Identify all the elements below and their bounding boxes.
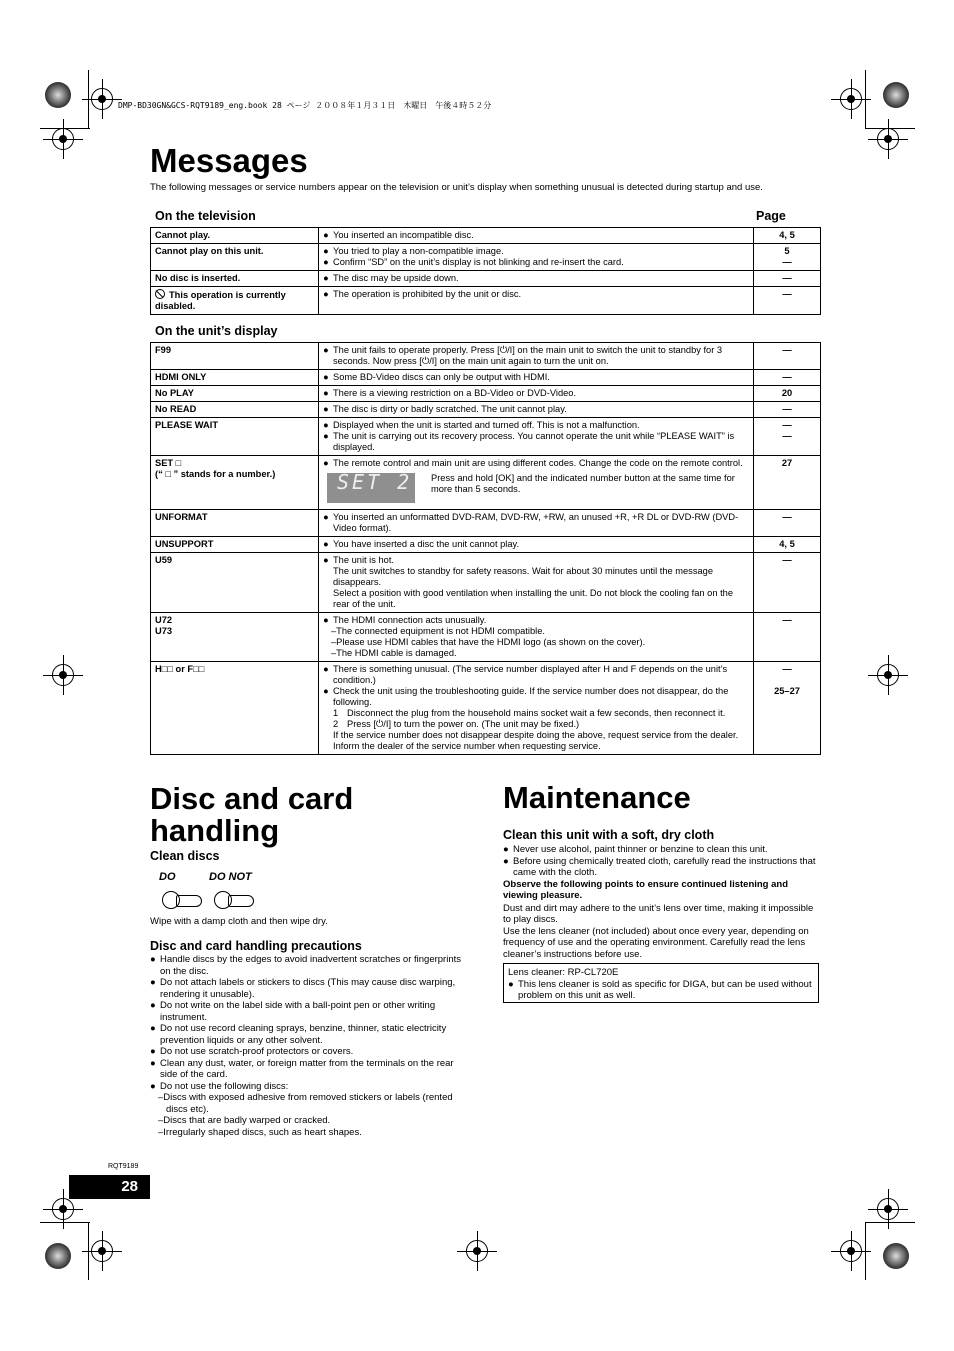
page-ref: 25–27 bbox=[774, 686, 800, 696]
list-item: ● Do not use record cleaning sprays, benzine, thinner, static electricity prevention liquids or any other solvent. bbox=[150, 1023, 447, 1046]
message-desc: You inserted an unformatted DVD-RAM, DVD-RW, +RW, an unused +R, +R DL or DVD-RW (DVD-Video format). bbox=[333, 512, 739, 533]
tv-heading: On the television bbox=[155, 209, 256, 223]
message-desc: You have inserted a disc the unit cannot play. bbox=[333, 539, 520, 549]
message-name: No PLAY bbox=[151, 386, 319, 402]
messages-title: Messages bbox=[150, 142, 308, 179]
message-desc: The operation is prohibited by the unit or disc. bbox=[333, 289, 522, 299]
table-row: F99 ● The unit fails to operate properly. Press [⏻/I] on the main unit to switch the unit to standby for 3 seconds. Now press [⏻/I] on the main unit again to turn the unit on. — bbox=[151, 343, 821, 370]
step-number: 2 bbox=[333, 719, 339, 729]
paragraph: Dust and dirt may adhere to the unit’s lens over time, making it impossible to play discs. bbox=[503, 902, 814, 925]
message-desc: The disc is dirty or badly scratched. The unit cannot play. bbox=[333, 404, 567, 414]
page-ref: — bbox=[782, 257, 792, 267]
table-row: H□□ or F□□ ● There is something unusual. (The service number displayed after H and F depends on the unit’s condition.) ● Check the unit using the troubleshooting guide. If the service number does not disappear, do the following. 1 Disconnect the plug from the household mains socket wait a few seconds, then reconnect it. 2 Press [⏻/I] to turn the power on. (The unit may be fixed.) If the service number does not disappear despite doing the above, request service from the dealer. Inform the dealer of the service number when requesting service. — 25–27 bbox=[151, 662, 821, 755]
page-ref: — bbox=[754, 271, 821, 287]
table-row: U72 U73 ● The HDMI connection acts unusually. –The connected equipment is not HDMI compatible. –Please use HDMI cables that have the HDMI logo (as shown on the cover). –The HDMI cable is damaged. — bbox=[151, 613, 821, 662]
message-desc: Displayed when the unit is started and turned off. This is not a malfunction. bbox=[333, 420, 640, 430]
disc-title: Disc and card handling bbox=[150, 781, 354, 848]
page-ref: — bbox=[782, 664, 792, 674]
table-row: HDMI ONLY ● Some BD-Video discs can only be output with HDMI. — bbox=[151, 370, 821, 386]
list-item: –Irregularly shaped discs, such as heart shapes. bbox=[158, 1126, 362, 1138]
wipe-radially-icon bbox=[162, 888, 206, 910]
list-item: –Discs with exposed adhesive from removed stickers or labels (rented discs etc). bbox=[158, 1092, 453, 1115]
do-not-label: DO NOT bbox=[209, 871, 252, 883]
list-item: –Discs that are badly warped or cracked. bbox=[158, 1115, 331, 1126]
message-desc: Check the unit using the troubleshooting guide. If the service number does not disappear, do the following. bbox=[333, 686, 729, 707]
message-desc: Press [⏻/I] to turn the power on. (The unit may be fixed.) bbox=[347, 719, 580, 729]
page-number-box bbox=[69, 1175, 150, 1199]
table-row: UNFORMAT ● You inserted an unformatted DVD-RAM, DVD-RW, +RW, an unused +R, +R DL or DVD-RW (DVD-Video format). — bbox=[151, 510, 821, 537]
message-desc: The HDMI connection acts unusually. bbox=[333, 615, 487, 625]
wipe-circular-icon bbox=[214, 888, 258, 910]
message-name: This operation is currently disabled. bbox=[155, 290, 286, 311]
step-number: 1 bbox=[333, 708, 339, 718]
table-row: SET □ (“ □ ” stands for a number.) ● The remote control and main unit are using different codes. Change the code on the remote control. SET 2 Press and hold [OK] and the indicated number button at the same time for more than 5 seconds. 27 bbox=[151, 456, 821, 510]
file-stamp: DMP-BD30GN&GCS-RQT9189_eng.book 28 ページ ２００８年１月３１日 木曜日 午後４時５２分 bbox=[118, 101, 492, 110]
page-ref: 5 bbox=[784, 246, 790, 256]
message-name: UNFORMAT bbox=[151, 510, 319, 537]
precautions-list bbox=[150, 954, 468, 1138]
page-ref: 27 bbox=[754, 456, 821, 510]
message-desc: The unit is hot. bbox=[333, 555, 394, 565]
doc-code: RQT9189 bbox=[108, 1163, 139, 1170]
list-item: ● Do not attach labels or stickers to discs (This may cause disc warping, rendering it unusable). bbox=[150, 977, 456, 1000]
message-desc: You tried to play a non-compatible image. bbox=[333, 246, 504, 256]
list-item: ● Handle discs by the edges to avoid inadvertent scratches or fingerprints on the disc. bbox=[150, 954, 461, 977]
maintenance-text bbox=[503, 844, 821, 960]
message-desc: Confirm “SD” on the unit’s display is not blinking and re-insert the card. bbox=[333, 257, 624, 267]
page-ref: — bbox=[754, 343, 821, 370]
page-ref: — bbox=[782, 431, 792, 441]
message-desc: The unit switches to standby for safety reasons. Wait for about 30 minutes until the message disappears. bbox=[333, 566, 713, 587]
message-name: U59 bbox=[151, 553, 319, 613]
list-item: ● Do not use the following discs: bbox=[150, 1080, 289, 1092]
list-item: ● Do not use scratch-proof protectors or covers. bbox=[150, 1046, 354, 1057]
bold-note: Observe the following points to ensure continued listening and viewing pleasure. bbox=[503, 878, 789, 901]
lens-cleaner-box: Lens cleaner: RP-CL720E ● This lens cleaner is sold as specific for DIGA, but can be used without problem on this unit as well. bbox=[503, 963, 819, 1003]
message-name: U72 bbox=[155, 615, 173, 625]
message-name: H□□ or F□□ bbox=[151, 662, 319, 755]
page-ref: — bbox=[754, 287, 821, 315]
page-ref: — bbox=[754, 370, 821, 386]
list-item: ● Never use alcohol, paint thinner or benzine to clean this unit. bbox=[503, 844, 768, 855]
lens-cleaner-title: Lens cleaner: RP-CL720E bbox=[508, 967, 619, 978]
messages-intro: The following messages or service numbers appear on the television or unit’s display when something unusual is detected during startup and use. bbox=[150, 182, 763, 193]
table-row: This operation is currently disabled. ● The operation is prohibited by the unit or disc. — bbox=[151, 287, 821, 315]
paragraph: Use the lens cleaner (not included) about once every year, depending on frequency of use and the operating environment. Carefully read the lens cleaner’s instructions before use. bbox=[503, 925, 809, 960]
unit-messages-table bbox=[150, 342, 821, 755]
table-row: PLEASE WAIT ● Displayed when the unit is started and turned off. This is not a malfunction. ● The unit is carrying out its recovery process. You cannot operate the unit while “PLEASE WAIT” is displayed. — — bbox=[151, 418, 821, 456]
lcd-display-image: SET 2 bbox=[327, 473, 415, 503]
table-row: UNSUPPORT ● You have inserted a disc the unit cannot play. 4, 5 bbox=[151, 537, 821, 553]
wipe-text: Wipe with a damp cloth and then wipe dry. bbox=[150, 916, 328, 927]
table-row: No PLAY ● There is a viewing restriction on a BD-Video or DVD-Video. 20 bbox=[151, 386, 821, 402]
page-ref: — bbox=[754, 402, 821, 418]
message-desc: You inserted an incompatible disc. bbox=[333, 230, 474, 240]
table-row: Cannot play. ● You inserted an incompatible disc. 4, 5 bbox=[151, 228, 821, 244]
message-desc: Select a position with good ventilation when installing the unit. Do not block the cooling fan on the rear of the unit. bbox=[333, 588, 734, 609]
message-name: Cannot play on this unit. bbox=[151, 244, 319, 271]
table-row: No disc is inserted. ● The disc may be upside down. — bbox=[151, 271, 821, 287]
message-desc: The connected equipment is not HDMI compatible. bbox=[336, 626, 545, 636]
table-row: Cannot play on this unit. ● You tried to play a non-compatible image. ● Confirm “SD” on the unit’s display is not blinking and re-insert the card. 5 — bbox=[151, 244, 821, 271]
message-desc: There is a viewing restriction on a BD-Video or DVD-Video. bbox=[333, 388, 577, 398]
page-ref: — bbox=[754, 553, 821, 613]
page-ref: 4, 5 bbox=[754, 537, 821, 553]
message-desc: There is something unusual. (The service number displayed after H and F depends on the unit’s condition.) bbox=[333, 664, 728, 685]
message-name: No disc is inserted. bbox=[151, 271, 319, 287]
page-heading: Page bbox=[756, 209, 786, 223]
message-note: (“ □ ” stands for a number.) bbox=[155, 469, 276, 479]
maintenance-title: Maintenance bbox=[503, 780, 691, 815]
clean-discs-heading: Clean discs bbox=[150, 849, 220, 863]
message-name: SET □ bbox=[155, 458, 182, 468]
clean-unit-heading: Clean this unit with a soft, dry cloth bbox=[503, 828, 715, 842]
message-desc: Please use HDMI cables that have the HDMI logo (as shown on the cover). bbox=[336, 637, 646, 647]
list-item: ● Before using chemically treated cloth, carefully read the instructions that came with the cloth. bbox=[503, 855, 816, 878]
table-row: No READ ● The disc is dirty or badly scratched. The unit cannot play. — bbox=[151, 402, 821, 418]
page-ref: — bbox=[754, 510, 821, 537]
page-number: 28 bbox=[121, 1178, 138, 1195]
do-label: DO bbox=[159, 871, 176, 883]
precautions-heading: Disc and card handling precautions bbox=[150, 939, 362, 953]
message-name: UNSUPPORT bbox=[151, 537, 319, 553]
message-name: No READ bbox=[151, 402, 319, 418]
list-item: ● Clean any dust, water, or foreign matter from the terminals on the rear side of the card. bbox=[150, 1057, 454, 1080]
list-item: ● Do not write on the label side with a ball-point pen or other writing instrument. bbox=[150, 1000, 436, 1023]
message-desc: The disc may be upside down. bbox=[333, 273, 459, 283]
message-desc: Some BD-Video discs can only be output with HDMI. bbox=[333, 372, 550, 382]
message-desc: The HDMI cable is damaged. bbox=[336, 648, 457, 658]
message-desc: The unit fails to operate properly. Press [⏻/I] on the main unit to switch the unit to standby for 3 seconds. Now press [⏻/I] on the main unit again to turn the unit on. bbox=[333, 345, 723, 366]
message-desc: The remote control and main unit are using different codes. Change the code on the remote control. bbox=[333, 458, 743, 468]
prohibited-icon bbox=[155, 289, 165, 299]
message-name: PLEASE WAIT bbox=[151, 418, 319, 456]
lens-cleaner-note: This lens cleaner is sold as specific for DIGA, but can be used without problem on this unit as well. bbox=[518, 978, 812, 1001]
unit-heading: On the unit’s display bbox=[155, 324, 278, 338]
message-desc: Disconnect the plug from the household mains socket wait a few seconds, then reconnect it. bbox=[347, 708, 726, 718]
message-name: HDMI ONLY bbox=[151, 370, 319, 386]
page-ref: 4, 5 bbox=[754, 228, 821, 244]
tv-messages-table bbox=[150, 227, 821, 315]
message-name: Cannot play. bbox=[151, 228, 319, 244]
table-row: U59 ● The unit is hot. The unit switches to standby for safety reasons. Wait for about 30 minutes until the message disappears. Select a position with good ventilation when installing the unit. Do not block the cooling fan on the rear of the unit. — bbox=[151, 553, 821, 613]
page-ref: — bbox=[754, 613, 821, 662]
message-desc: If the service number does not disappear despite doing the above, request service from the dealer. Inform the dealer of the service number when requesting service. bbox=[333, 730, 739, 751]
page-ref: 20 bbox=[754, 386, 821, 402]
set-instruction: Press and hold [OK] and the indicated number button at the same time for more than 5 seconds. bbox=[431, 473, 735, 494]
message-name: U73 bbox=[155, 626, 173, 636]
page-ref: — bbox=[782, 420, 792, 430]
message-desc: The unit is carrying out its recovery process. You cannot operate the unit while “PLEASE WAIT” is displayed. bbox=[333, 431, 735, 452]
message-name: F99 bbox=[151, 343, 319, 370]
